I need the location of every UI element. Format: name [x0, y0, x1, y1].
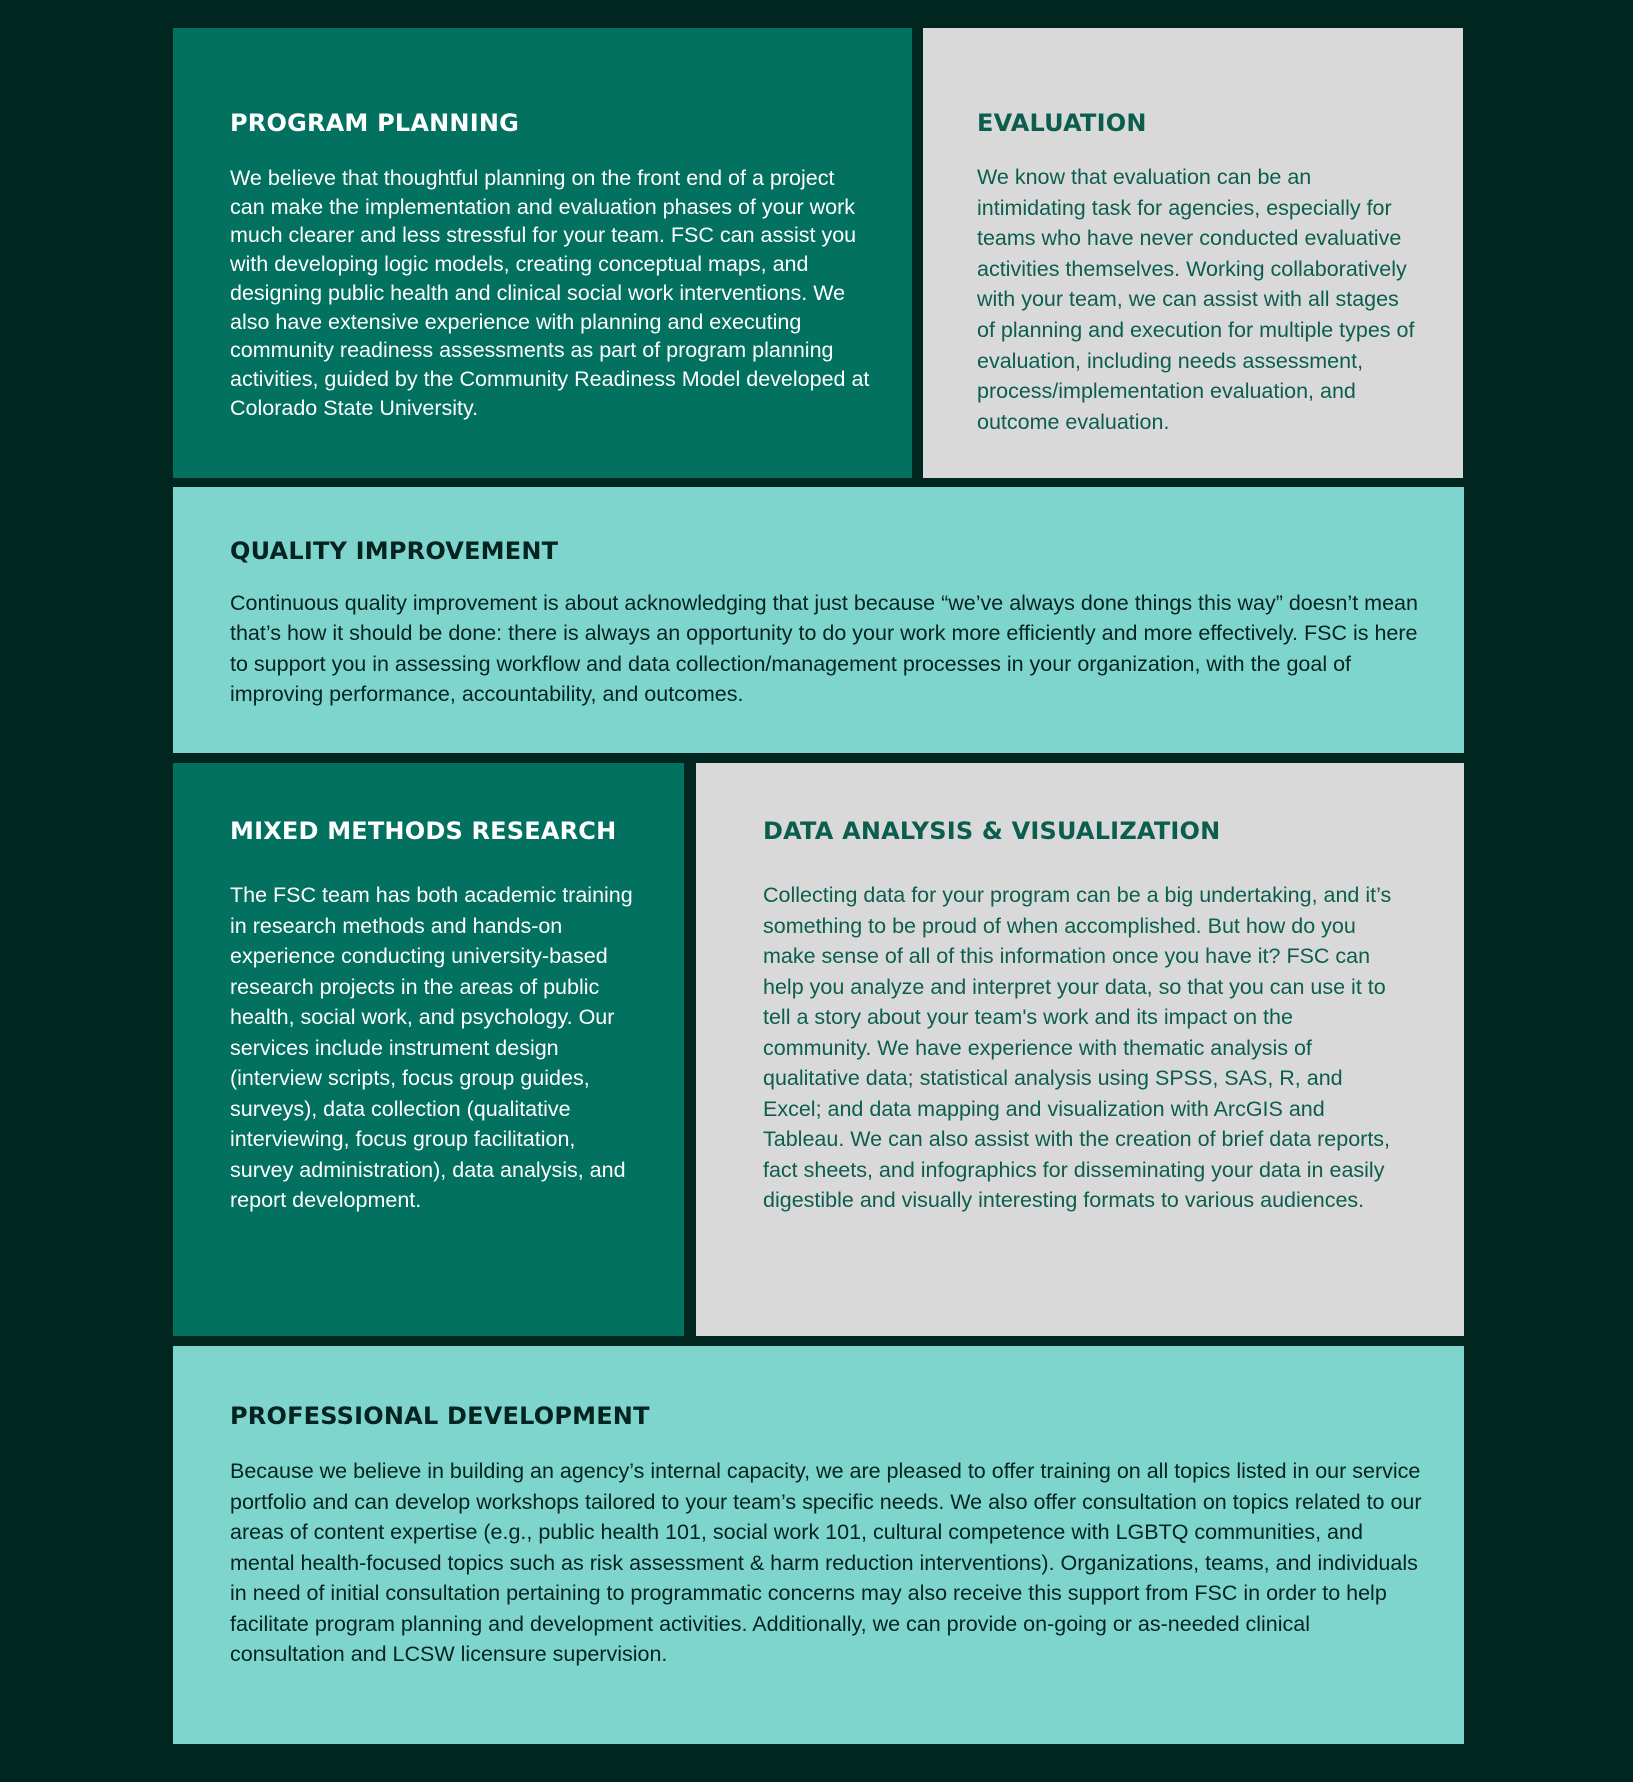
professional-development-title: PROFESSIONAL DEVELOPMENT	[230, 1402, 650, 1430]
data-analysis-visualization-title: DATA ANALYSIS & VISUALIZATION	[763, 817, 1221, 845]
evaluation-title: EVALUATION	[977, 109, 1147, 137]
data-analysis-visualization-body: Collecting data for your program can be a big undertaking, and it’s something to be proud of when accomplished. But how do you make sense of all of this information once you have it? FSC can help you analyze and interpret your data, so that you can use it to tell a story about your team's work and its impact on the community. We have experience with thematic analysis of qualitative data; statistical analysis using SPSS, SAS, R, and Excel; and data mapping and visualization with ArcGIS and Tableau. We can also assist with the creation of brief data reports, fact sheets, and infographics for disseminating your data in easily digestible and visually interesting formats to various audiences.	[763, 883, 1392, 1212]
mixed-methods-research-body: The FSC team has both academic training in research methods and hands-on experience conducting university-based research projects in the areas of public health, social work, and psychology. Our services include instrument design (interview scripts, focus group guides, surveys), data collection (qualitative interviewing, focus group facilitation, survey administration), data analysis, and report development.	[230, 883, 633, 1212]
professional-development-card	[173, 1346, 1464, 1744]
evaluation-card	[923, 28, 1463, 478]
professional-development-body: Because we believe in building an agency’s internal capacity, we are pleased to offer training on all topics listed in our service portfolio and can develop workshops tailored to your team’s specific needs. We also offer consultation on topics related to our areas of content expertise (e.g., public health 101, social work 101, cultural competence with LGBTQ communities, and mental health-focused topics such as risk assessment & harm reduction interventions). Organizations, teams, and individuals in need of initial consultation pertaining to programmatic concerns may also receive this support from FSC in order to help facilitate program planning and development activities. Additionally, we can provide on-going or as-needed clinical consultation and LCSW licensure supervision.	[230, 1459, 1422, 1666]
evaluation-body: We know that evaluation can be an intimidating task for agencies, especially for teams who have never conducted evaluative activities themselves. Working collaboratively with your team, we can assist with all stages of planning and execution for multiple types of evaluation, including needs assessment, process/implementation evaluation, and outcome evaluation.	[977, 165, 1415, 434]
mixed-methods-research-title: MIXED METHODS RESEARCH	[230, 817, 617, 845]
program-planning-card	[173, 28, 912, 478]
quality-improvement-body: Continuous quality improvement is about acknowledging that just because “we’ve always done things this way” doesn’t mean that’s how it should be done: there is always an opportunity to do your work more efficiently and more effectively. FSC is here to support you in assessing workflow and data collection/management processes in your organization, with the goal of improving performance, accountability, and outcomes.	[230, 591, 1418, 706]
program-planning-title: PROGRAM PLANNING	[230, 109, 520, 137]
quality-improvement-card	[173, 487, 1464, 753]
mixed-methods-research-card	[173, 763, 684, 1336]
quality-improvement-title: QUALITY IMPROVEMENT	[230, 537, 559, 565]
program-planning-body: We believe that thoughtful planning on the front end of a project can make the implementation and evaluation phases of your work much clearer and less stressful for your team. FSC can assist you with developing logic models, creating conceptual maps, and designing public health and clinical social work interventions. We also have extensive experience with planning and executing community readiness assessments as part of program planning activities, guided by the Community Readiness Model developed at Colorado State University.	[230, 166, 870, 420]
data-analysis-visualization-card	[696, 763, 1464, 1336]
